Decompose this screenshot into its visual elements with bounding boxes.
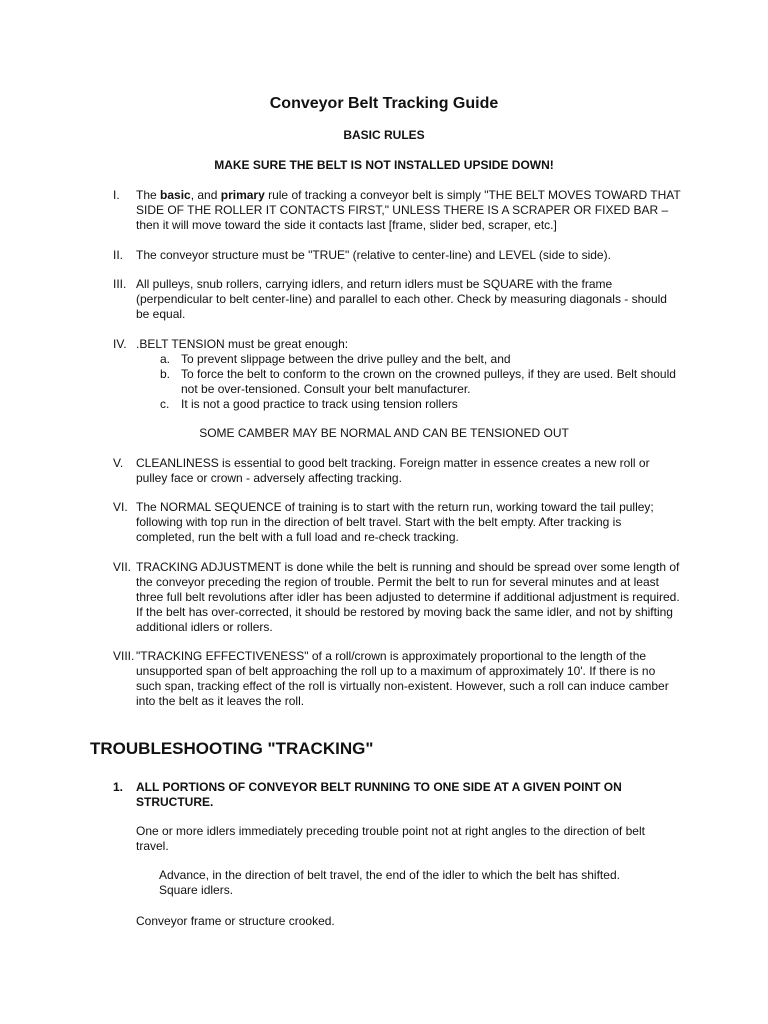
rule-number: I.	[113, 188, 120, 202]
rule-text: All pulleys, snub rollers, carrying idlers, and return idlers must be SQUARE with the frame (perpendicular to belt center-line) and parallel to each other. Check by measuring diagonals - should be equal.	[136, 277, 667, 321]
rule-subitem	[136, 397, 683, 412]
subitem-letter: c.	[160, 397, 170, 411]
rule-text-bold: basic	[160, 188, 191, 202]
subitem-letter: b.	[160, 367, 171, 381]
rule-text: The NORMAL SEQUENCE of training is to start with the return run, working toward the tail pulley; following with top run in the direction of belt travel. Start with the belt empty. After tracking is completed, run the belt with a full load and re-check tracking.	[136, 500, 654, 544]
cause-text: Conveyor frame or structure crooked.	[136, 914, 335, 928]
rule-item	[113, 560, 683, 635]
rule-text-part: rule of tracking a conveyor belt is simply "THE BELT MOVES TOWARD THAT SIDE OF THE ROLLER IT CONTACTS FIRST," UNLESS THERE IS A SCRAPER OR FIXED BAR – then it will move toward the side it contacts last [frame, slider bed, scraper, etc.]	[136, 188, 681, 232]
subitem-text: To prevent slippage between the drive pulley and the belt, and	[181, 352, 511, 366]
troubleshooting-title: ALL PORTIONS OF CONVEYOR BELT RUNNING TO ONE SIDE AT A GIVEN POINT ON STRUCTURE.	[136, 780, 622, 809]
rule-text: CLEANLINESS is essential to good belt tracking. Foreign matter in essence creates a new roll or pulley face or crown - adversely affecting tracking.	[136, 456, 650, 485]
rule-number: VI.	[113, 500, 128, 514]
rule-text-part: , and	[190, 188, 221, 202]
rule-text: TRACKING ADJUSTMENT is done while the belt is running and should be spread over some length of the conveyor preceding the region of trouble. Permit the belt to run for several minutes and at least three full belt revolutions after idler has been adjusted to determine if additional adjustment is required. If the belt has over-corrected, it should be restored by moving back the same idler, and not by shifting additional idlers or rollers.	[136, 560, 680, 634]
troubleshooting-item	[113, 780, 673, 810]
rule-subitem	[136, 367, 683, 397]
rule-text-part: The	[136, 188, 161, 202]
rule-number: VII.	[113, 560, 132, 574]
rule-number: VIII.	[113, 649, 135, 663]
rule-item	[113, 456, 683, 486]
rule-subitem	[136, 352, 683, 367]
rule-item	[113, 337, 683, 412]
troubleshooting-heading: TROUBLESHOOTING "TRACKING"	[90, 739, 374, 758]
rule-text-bold: primary	[220, 188, 265, 202]
rule-text: The conveyor structure must be "TRUE" (relative to center-line) and LEVEL (side to side).	[136, 248, 611, 262]
basic-rules-heading: BASIC RULES	[343, 128, 425, 142]
rule-subitems	[136, 352, 683, 412]
rule-number: III.	[113, 277, 127, 291]
rule-item	[113, 649, 683, 709]
rule-item	[113, 248, 683, 263]
rule-item	[113, 188, 683, 233]
rule-item	[113, 500, 683, 545]
subitem-text: To force the belt to conform to the crown on the crowned pulleys, if they are used. Belt should not be over-tensioned. Consult your belt manufacturer.	[181, 367, 676, 396]
rule-text: "TRACKING EFFECTIVENESS" of a roll/crown is approximately proportional to the length of the unsupported span of belt approaching the roll up to a maximum of approximately 10'. If there is no such span, tracking effect of the roll is virtually non-existent. However, such a roll can induce camber into the belt as it leaves the roll.	[136, 649, 669, 708]
rule-number: II.	[113, 248, 124, 262]
subitem-text: It is not a good practice to track using tension rollers	[181, 397, 458, 411]
remedy-text: Advance, in the direction of belt travel, the end of the idler to which the belt has shifted. Square idlers.	[159, 868, 620, 897]
rule-number: V.	[113, 456, 124, 470]
rule-text: .BELT TENSION must be great enough:	[136, 337, 349, 351]
rule-item	[113, 277, 683, 322]
camber-note: SOME CAMBER MAY BE NORMAL AND CAN BE TENSIONED OUT	[199, 426, 569, 440]
subitem-letter: a.	[160, 352, 171, 366]
rule-text	[136, 188, 683, 233]
warning-heading: MAKE SURE THE BELT IS NOT INSTALLED UPSIDE DOWN!	[214, 158, 554, 172]
document-title: Conveyor Belt Tracking Guide	[269, 95, 499, 112]
cause-text: One or more idlers immediately preceding trouble point not at right angles to the direction of belt travel.	[136, 824, 645, 853]
troubleshooting-number: 1.	[113, 780, 124, 794]
rule-number: IV.	[113, 337, 127, 351]
